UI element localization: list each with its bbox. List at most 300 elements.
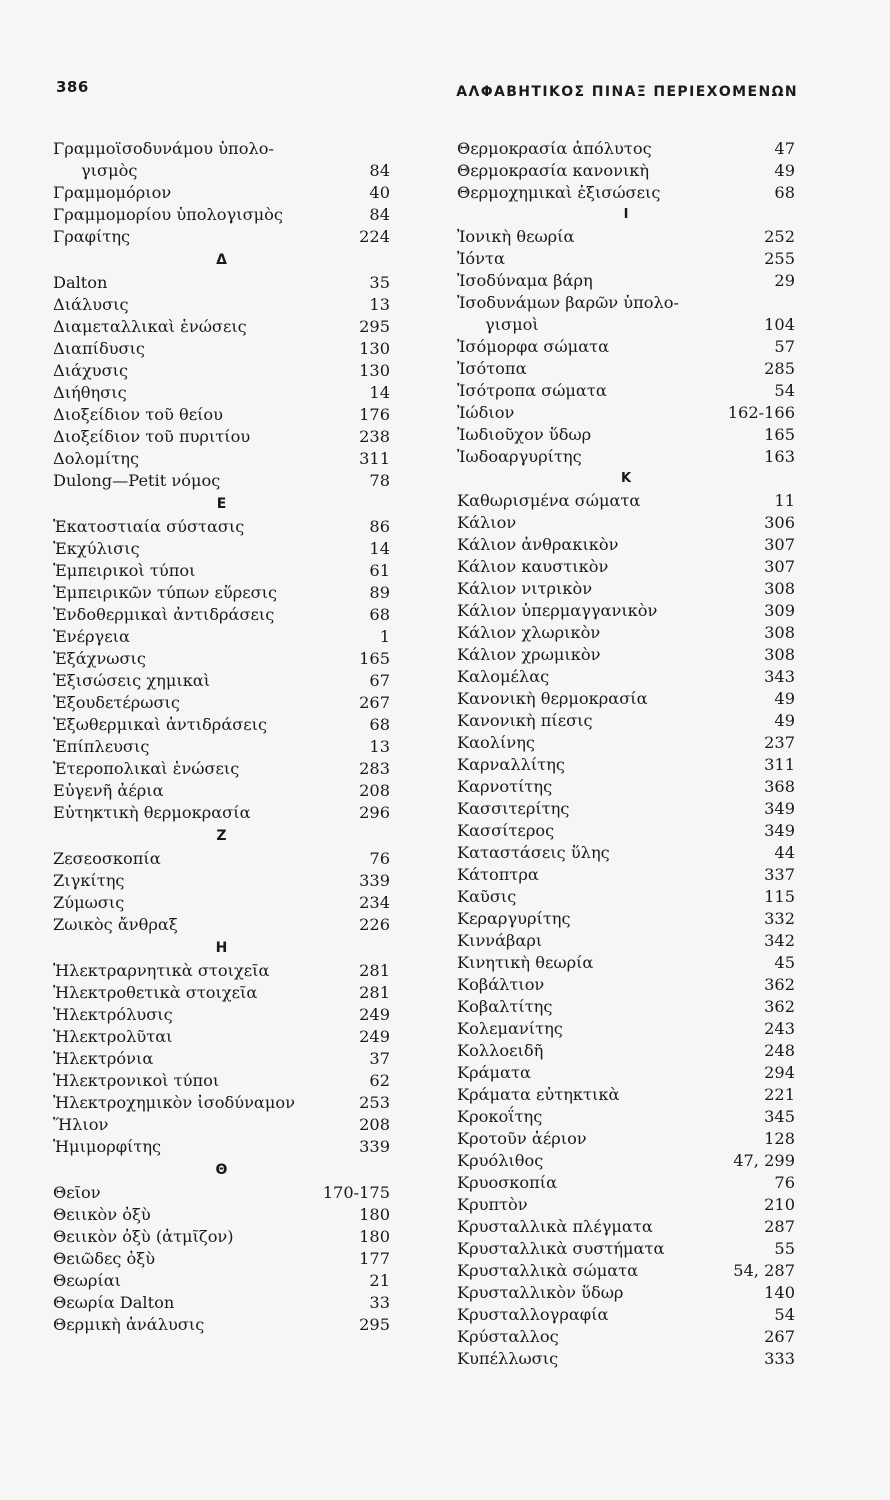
entry-page-ref: 295 xyxy=(359,1315,390,1334)
entry-page-ref: 54, 287 xyxy=(733,1261,795,1280)
entry-term: Θεωρία Dalton xyxy=(53,1293,175,1312)
entry-page-ref: 224 xyxy=(359,227,390,246)
entry-page-ref: 140 xyxy=(764,1283,795,1302)
entry-page-ref: 281 xyxy=(359,961,390,980)
entry-page-ref: 177 xyxy=(359,1249,390,1268)
entry-page-ref: 104 xyxy=(764,315,795,334)
entry-term: Διήθησις xyxy=(53,383,127,402)
entry-page-ref: 255 xyxy=(764,249,795,268)
entry-term: Κρυσταλλικὰ πλέγματα xyxy=(457,1217,653,1236)
entry-term: Καλομέλας xyxy=(457,667,550,686)
entry-page-ref: 54 xyxy=(774,1305,795,1324)
index-entry xyxy=(457,798,795,820)
page-number: 386 xyxy=(56,78,89,96)
entry-term: Κράματα εὐτηκτικὰ xyxy=(457,1085,620,1104)
entry-term: Ἡμιμορφίτης xyxy=(53,1137,162,1156)
index-entry xyxy=(53,914,390,936)
index-entry xyxy=(457,490,795,512)
index-entry xyxy=(457,1216,795,1238)
index-entry xyxy=(53,1114,390,1136)
entry-page-ref: 84 xyxy=(369,205,390,224)
entry-page-ref: 267 xyxy=(764,1327,795,1346)
index-entry xyxy=(53,1292,390,1314)
entry-page-ref: 343 xyxy=(764,667,795,686)
entry-page-ref: 208 xyxy=(359,781,390,800)
index-entry xyxy=(457,600,795,622)
entry-term: Θειικὸν ὀξὺ (ἀτμῖζον) xyxy=(53,1227,234,1246)
entry-term: Εὐγενῆ ἀέρια xyxy=(53,781,164,800)
entry-page-ref: 45 xyxy=(774,953,795,972)
index-entry xyxy=(457,1062,795,1084)
entry-page-ref: 130 xyxy=(359,339,390,358)
entry-term: Κρυσταλλικὰ σώματα xyxy=(457,1261,639,1280)
entry-term: Κάλιον καυστικὸν xyxy=(457,557,609,576)
entry-term: Γραμμομορίου ὑπολογισμὸς xyxy=(53,205,283,224)
index-entry xyxy=(457,1172,795,1194)
entry-term: Καῦσις xyxy=(457,887,517,906)
index-entry xyxy=(53,382,390,404)
entry-term: Καταστάσεις ὕλης xyxy=(457,843,610,862)
entry-term: Ἰωδοαργυρίτης xyxy=(457,447,582,466)
index-entry xyxy=(53,516,390,538)
index-entry xyxy=(53,294,390,316)
entry-term: Διοξείδιον τοῦ θείου xyxy=(53,405,224,424)
entry-page-ref: 349 xyxy=(764,821,795,840)
entry-term: Κολεμανίτης xyxy=(457,1019,563,1038)
entry-page-ref: 49 xyxy=(774,711,795,730)
entry-term: Κρυσταλλογραφία xyxy=(457,1305,609,1324)
entry-page-ref: 210 xyxy=(764,1195,795,1214)
entry-page-ref: 37 xyxy=(369,1049,390,1068)
entry-page-ref: 339 xyxy=(359,871,390,890)
index-entry xyxy=(53,670,390,692)
index-entry xyxy=(53,316,390,338)
entry-term: Ζωικὸς ἄνθραξ xyxy=(53,915,178,934)
index-entry xyxy=(457,1304,795,1326)
index-entry xyxy=(457,930,795,952)
entry-page-ref: 21 xyxy=(369,1271,390,1290)
entry-term: Κεραργυρίτης xyxy=(457,909,571,928)
entry-term: Ἰσότροπα σώματα xyxy=(457,381,607,400)
entry-page-ref: 308 xyxy=(764,623,795,642)
index-entry xyxy=(457,732,795,754)
section-letter: Ζ xyxy=(216,828,227,844)
entry-term: Γραμμοϊσοδυνάμου ὑπολο- xyxy=(53,139,274,158)
index-entry xyxy=(53,1204,390,1226)
entry-term: Κρυόλιθος xyxy=(457,1151,544,1170)
entry-page-ref: 49 xyxy=(774,689,795,708)
entry-page-ref: 237 xyxy=(764,733,795,752)
entry-page-ref: 362 xyxy=(764,997,795,1016)
entry-term: Ἰσοδύναμα βάρη xyxy=(457,271,593,290)
index-entry xyxy=(53,1004,390,1026)
index-entry xyxy=(457,292,795,314)
entry-page-ref: 47 xyxy=(774,139,795,158)
index-entry xyxy=(457,182,795,204)
entry-term: Ἰσόμορφα σώματα xyxy=(457,337,610,356)
entry-page-ref: 296 xyxy=(359,803,390,822)
entry-term: Κάτοπτρα xyxy=(457,865,539,884)
index-entry xyxy=(457,1348,795,1370)
entry-term: Ἠλεκτροθετικὰ στοιχεῖα xyxy=(53,983,258,1002)
entry-term: Ζεσεοσκοπία xyxy=(53,849,161,868)
entry-page-ref: 342 xyxy=(764,931,795,950)
entry-page-ref: 368 xyxy=(764,777,795,796)
index-entry xyxy=(53,426,390,448)
entry-page-ref: 252 xyxy=(764,227,795,246)
entry-term: Ἰωδιοῦχον ὕδωρ xyxy=(457,425,592,444)
entry-term: Κρυπτὸν xyxy=(457,1195,528,1214)
entry-term: Ἐξάχνωσις xyxy=(53,649,146,668)
entry-term: Κασσίτερος xyxy=(457,821,555,840)
entry-term: Ἐνδοθερμικαὶ ἀντιδράσεις xyxy=(53,605,275,624)
entry-page-ref: 68 xyxy=(369,715,390,734)
entry-term: Θερμοκρασία ἀπόλυτος xyxy=(457,139,652,158)
entry-page-ref: 221 xyxy=(764,1085,795,1104)
index-entry xyxy=(53,1270,390,1292)
entry-term: Ἐξισώσεις χημικαὶ xyxy=(53,671,211,690)
index-entry xyxy=(457,886,795,908)
entry-term: Δολομίτης xyxy=(53,449,140,468)
entry-page-ref: 309 xyxy=(764,601,795,620)
entry-page-ref: 14 xyxy=(369,383,390,402)
entry-term: Ἠλεκτραρνητικὰ στοιχεῖα xyxy=(53,961,270,980)
index-entry xyxy=(53,1026,390,1048)
index-entry xyxy=(53,538,390,560)
entry-page-ref: 61 xyxy=(369,561,390,580)
entry-page-ref: 13 xyxy=(369,295,390,314)
index-entry xyxy=(53,272,390,294)
entry-page-ref: 86 xyxy=(369,517,390,536)
entry-term: Κρύσταλλος xyxy=(457,1327,559,1346)
index-entry xyxy=(457,754,795,776)
entry-page-ref: 33 xyxy=(369,1293,390,1312)
entry-page-ref: 57 xyxy=(774,337,795,356)
entry-term: Κράματα xyxy=(457,1063,531,1082)
index-entry xyxy=(457,974,795,996)
entry-page-ref: 165 xyxy=(359,649,390,668)
entry-page-ref: 47, 299 xyxy=(733,1151,795,1170)
index-entry xyxy=(457,358,795,380)
entry-page-ref: 281 xyxy=(359,983,390,1002)
entry-term: Ἰόντα xyxy=(457,249,505,268)
index-entry xyxy=(457,424,795,446)
section-letter: Κ xyxy=(620,471,632,486)
entry-page-ref: 1 xyxy=(379,627,390,646)
entry-page-ref: 295 xyxy=(359,317,390,336)
index-entry xyxy=(457,710,795,732)
index-entry xyxy=(53,960,390,982)
index-entry xyxy=(457,534,795,556)
entry-page-ref: 208 xyxy=(359,1115,390,1134)
index-entry xyxy=(53,448,390,470)
entry-page-ref: 62 xyxy=(369,1071,390,1090)
index-entry xyxy=(53,1092,390,1114)
index-entry xyxy=(53,648,390,670)
entry-page-ref: 307 xyxy=(764,535,795,554)
index-entry xyxy=(53,560,390,582)
index-entry xyxy=(457,226,795,248)
index-entry xyxy=(457,556,795,578)
index-entry xyxy=(457,248,795,270)
index-entry xyxy=(53,360,390,382)
index-entry xyxy=(53,470,390,492)
index-entry xyxy=(457,512,795,534)
entry-page-ref: 165 xyxy=(764,425,795,444)
entry-page-ref: 115 xyxy=(764,887,795,906)
index-entry xyxy=(457,1238,795,1260)
entry-page-ref: 68 xyxy=(369,605,390,624)
entry-page-ref: 163 xyxy=(764,447,795,466)
entry-page-ref: 267 xyxy=(359,693,390,712)
index-entry xyxy=(457,1128,795,1150)
entry-term: Θεῖον xyxy=(53,1183,101,1202)
index-entry xyxy=(457,1282,795,1304)
index-entry xyxy=(53,982,390,1004)
entry-term: Κανονικὴ θερμοκρασία xyxy=(457,689,648,708)
index-entry xyxy=(457,1326,795,1348)
entry-term: Dulong—Petit νόμος xyxy=(53,471,221,490)
entry-term: Κροκοΐτης xyxy=(457,1107,543,1126)
entry-term: Εὐτηκτικὴ θερμοκρασία xyxy=(53,803,251,822)
entry-term: Ἐμπειρικῶν τύπων εὕρεσις xyxy=(53,583,278,602)
page-header xyxy=(56,78,798,104)
entry-page-ref: 180 xyxy=(359,1227,390,1246)
index-entry xyxy=(457,644,795,666)
entry-term: Ἠλεκτρόλυσις xyxy=(53,1005,173,1024)
entry-term: Ἐμπειρικοὶ τύποι xyxy=(53,561,196,580)
index-entry xyxy=(53,758,390,780)
index-entry xyxy=(53,626,390,648)
entry-term: Κοβάλτιον xyxy=(457,975,545,994)
entry-page-ref: 29 xyxy=(774,271,795,290)
entry-term: Ἠλεκτροχημικὸν ἰσοδύναμον xyxy=(53,1093,295,1112)
index-entry xyxy=(53,1182,390,1204)
entry-page-ref: 54 xyxy=(774,381,795,400)
index-entry xyxy=(53,780,390,802)
entry-page-ref: 283 xyxy=(359,759,390,778)
entry-term: Θειῶδες ὀξὺ xyxy=(53,1249,156,1268)
index-entry xyxy=(53,226,390,248)
entry-page-ref: 130 xyxy=(359,361,390,380)
entry-page-ref: 76 xyxy=(774,1173,795,1192)
entry-page-ref: 44 xyxy=(774,843,795,862)
index-entry xyxy=(457,314,795,336)
index-entry xyxy=(53,1048,390,1070)
index-entry xyxy=(53,714,390,736)
entry-page-ref: 307 xyxy=(764,557,795,576)
index-entry xyxy=(457,666,795,688)
index-entry xyxy=(53,892,390,914)
index-entry xyxy=(53,802,390,824)
index-column-right xyxy=(457,138,795,1370)
entry-page-ref: 128 xyxy=(764,1129,795,1148)
entry-page-ref: 78 xyxy=(369,471,390,490)
entry-page-ref: 11 xyxy=(774,491,795,510)
index-entry xyxy=(457,842,795,864)
entry-term: γισμοὶ xyxy=(485,315,539,334)
index-entry xyxy=(53,1248,390,1270)
entry-page-ref: 332 xyxy=(764,909,795,928)
index-entry xyxy=(457,336,795,358)
entry-term: Καρνοτίτης xyxy=(457,777,553,796)
entry-term: Κυπέλλωσις xyxy=(457,1349,559,1368)
section-letter: Ι xyxy=(623,207,629,222)
entry-page-ref: 13 xyxy=(369,737,390,756)
index-entry xyxy=(53,160,390,182)
entry-term: Κάλιον χλωρικὸν xyxy=(457,623,601,642)
index-entry xyxy=(53,1314,390,1336)
entry-term: Ἐπίπλευσις xyxy=(53,737,150,756)
index-entry xyxy=(457,908,795,930)
entry-page-ref: 249 xyxy=(359,1027,390,1046)
entry-page-ref: 40 xyxy=(369,183,390,202)
section-letter: Δ xyxy=(216,252,227,268)
index-entry xyxy=(457,1194,795,1216)
entry-page-ref: 89 xyxy=(369,583,390,602)
entry-term: Ἐξουδετέρωσις xyxy=(53,693,180,712)
index-entry xyxy=(53,1136,390,1158)
entry-page-ref: 294 xyxy=(764,1063,795,1082)
index-entry xyxy=(53,182,390,204)
entry-page-ref: 76 xyxy=(369,849,390,868)
index-entry xyxy=(53,404,390,426)
entry-page-ref: 308 xyxy=(764,579,795,598)
entry-page-ref: 55 xyxy=(774,1239,795,1258)
entry-term: Κιννάβαρι xyxy=(457,931,543,950)
section-letter: Η xyxy=(215,940,228,956)
entry-page-ref: 14 xyxy=(369,539,390,558)
index-entry xyxy=(457,1106,795,1128)
index-entry xyxy=(53,870,390,892)
entry-page-ref: 162-166 xyxy=(727,403,795,422)
entry-page-ref: 311 xyxy=(359,449,390,468)
entry-page-ref: 287 xyxy=(764,1217,795,1236)
index-entry xyxy=(53,604,390,626)
entry-page-ref: 362 xyxy=(764,975,795,994)
entry-term: Διάχυσις xyxy=(53,361,129,380)
index-entry xyxy=(457,1018,795,1040)
entry-term: Ζύμωσις xyxy=(53,893,125,912)
index-entry xyxy=(53,338,390,360)
entry-term: Ἑτεροπολικαὶ ἑνώσεις xyxy=(53,759,240,778)
entry-term: Κινητικὴ θεωρία xyxy=(457,953,594,972)
entry-page-ref: 349 xyxy=(764,799,795,818)
index-column-left xyxy=(53,138,390,1336)
section-letter: Θ xyxy=(215,1162,228,1178)
entry-term: Dalton xyxy=(53,273,108,292)
entry-term: Ἥλιον xyxy=(53,1115,109,1134)
entry-page-ref: 253 xyxy=(359,1093,390,1112)
entry-term: Ἐνέργεια xyxy=(53,627,130,646)
entry-page-ref: 170-175 xyxy=(322,1183,390,1202)
index-entry xyxy=(457,1084,795,1106)
index-entry xyxy=(53,138,390,160)
index-entry xyxy=(457,952,795,974)
entry-term: Γραφίτης xyxy=(53,227,131,246)
entry-term: Κάλιον χρωμικὸν xyxy=(457,645,601,664)
running-title: ΑΛΦΑΒΗΤΙΚΟΣ ΠΙΝΑΞ ΠΕΡΙΕΧΟΜΕΝΩΝ xyxy=(456,84,798,100)
entry-term: Θερμοκρασία κανονικὴ xyxy=(457,161,650,180)
entry-term: Κολλοειδῆ xyxy=(457,1041,544,1060)
entry-page-ref: 248 xyxy=(764,1041,795,1060)
entry-page-ref: 311 xyxy=(764,755,795,774)
entry-term: Ἠλεκτρονικοὶ τύποι xyxy=(53,1071,220,1090)
entry-term: Ἰσότοπα xyxy=(457,359,527,378)
entry-term: Ζιγκίτης xyxy=(53,871,125,890)
index-entry xyxy=(53,204,390,226)
entry-term: Κάλιον νιτρικὸν xyxy=(457,579,593,598)
index-entry xyxy=(457,380,795,402)
entry-page-ref: 243 xyxy=(764,1019,795,1038)
entry-page-ref: 176 xyxy=(359,405,390,424)
entry-page-ref: 68 xyxy=(774,183,795,202)
index-entry xyxy=(457,578,795,600)
entry-term: Ἰονικὴ θεωρία xyxy=(457,227,575,246)
index-entry xyxy=(457,996,795,1018)
entry-term: Κρυοσκοπία xyxy=(457,1173,558,1192)
entry-page-ref: 226 xyxy=(359,915,390,934)
entry-term: Κρυσταλλικὰ συστήματα xyxy=(457,1239,665,1258)
entry-page-ref: 49 xyxy=(774,161,795,180)
index-entry xyxy=(457,138,795,160)
index-entry xyxy=(53,1070,390,1092)
entry-term: Ἰσοδυνάμων βαρῶν ὑπολο- xyxy=(457,293,679,312)
entry-term: Θεωρίαι xyxy=(53,1271,121,1290)
entry-page-ref: 35 xyxy=(369,273,390,292)
entry-term: γισμὸς xyxy=(81,161,138,180)
entry-term: Διάλυσις xyxy=(53,295,129,314)
index-entry xyxy=(457,864,795,886)
entry-term: Θερμικὴ ἀνάλυσις xyxy=(53,1315,205,1334)
entry-term: Γραμμομόριον xyxy=(53,183,172,202)
entry-term: Κρυσταλλικὸν ὕδωρ xyxy=(457,1283,624,1302)
entry-page-ref: 180 xyxy=(359,1205,390,1224)
entry-term: Διαπίδυσις xyxy=(53,339,146,358)
entry-term: Κροτοῦν ἀέριον xyxy=(457,1129,587,1148)
index-entry xyxy=(53,848,390,870)
entry-term: Καρναλλίτης xyxy=(457,755,565,774)
index-entry xyxy=(457,820,795,842)
section-letter: Ε xyxy=(216,496,227,512)
entry-page-ref: 249 xyxy=(359,1005,390,1024)
entry-term: Διαμεταλλικαὶ ἑνώσεις xyxy=(53,317,247,336)
entry-page-ref: 339 xyxy=(359,1137,390,1156)
entry-term: Κάλιον ὑπερμαγγανικὸν xyxy=(457,601,658,620)
index-entry xyxy=(457,402,795,424)
entry-term: Ἰώδιον xyxy=(457,403,515,422)
entry-term: Ἐξωθερμικαὶ ἀντιδράσεις xyxy=(53,715,268,734)
entry-page-ref: 306 xyxy=(764,513,795,532)
entry-term: Κάλιον xyxy=(457,513,517,532)
entry-page-ref: 345 xyxy=(764,1107,795,1126)
entry-term: Κασσιτερίτης xyxy=(457,799,570,818)
index-entry xyxy=(53,736,390,758)
index-entry xyxy=(457,160,795,182)
entry-term: Κοβαλτίτης xyxy=(457,997,553,1016)
index-entry xyxy=(457,446,795,468)
entry-page-ref: 308 xyxy=(764,645,795,664)
index-entry xyxy=(457,270,795,292)
entry-term: Θειικὸν ὀξὺ xyxy=(53,1205,151,1224)
entry-term: Διοξείδιον τοῦ πυριτίου xyxy=(53,427,251,446)
index-entry xyxy=(53,582,390,604)
entry-page-ref: 234 xyxy=(359,893,390,912)
index-entry xyxy=(457,688,795,710)
entry-page-ref: 285 xyxy=(764,359,795,378)
index-entry xyxy=(457,1260,795,1282)
entry-page-ref: 337 xyxy=(764,865,795,884)
